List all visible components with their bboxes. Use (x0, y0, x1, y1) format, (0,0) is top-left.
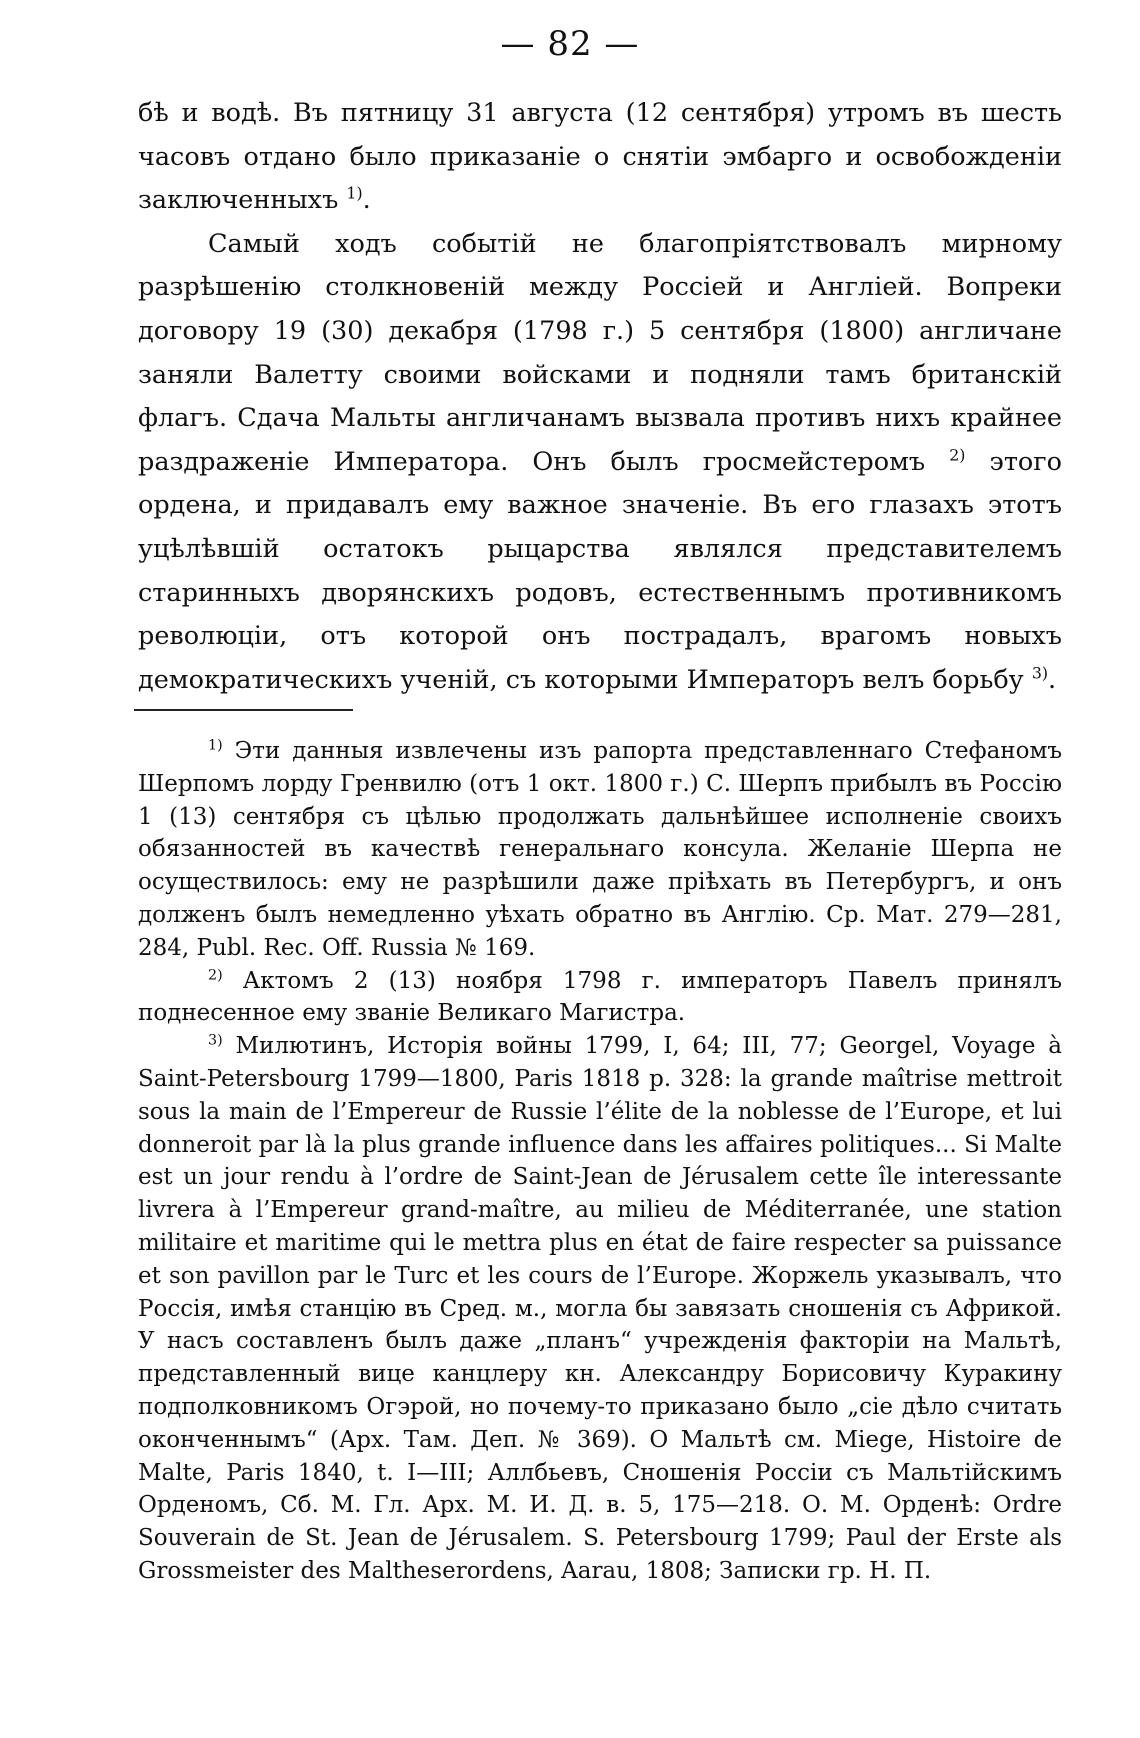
main-paragraph-2 (138, 223, 1062, 703)
main-paragraph-1 (138, 92, 1062, 223)
paragraph-2-text-a: Самый ходъ событій не благопріятствовалъ мирному разрѣшенію столкновеній между Россіей и Англіей. Вопреки договору 19 (30) декабря (1798 г.) 5 сентября (1800) англичане заняли Валетту своими войсками и подняли тамъ британскій флагъ. Сдача Мальты англичанамъ вызвала противъ нихъ крайнее раздраженіе Императора. Онъ былъ гросмейстеромъ (138, 228, 1062, 477)
footnote-2 (138, 965, 1062, 1031)
footnote-marker: 2) (208, 966, 223, 983)
footnote-3 (138, 1030, 1062, 1588)
footnote-text: Актомъ 2 (13) ноября 1798 г. императоръ Павелъ принялъ поднесенное ему званіе Великаго Магистра. (138, 967, 1062, 1027)
footnote-marker: 1) (208, 737, 223, 754)
paragraph-2-end: . (1048, 664, 1057, 695)
footnote-marker: 3) (208, 1032, 223, 1049)
footnotes (138, 735, 1062, 1588)
footnote-ref-1: 1) (346, 183, 363, 203)
footnote-ref-3: 3) (1031, 663, 1049, 683)
footnote-text: Милютинъ, Исторія войны 1799, I, 64; III, 77; Georgel, Voyage à Saint-Petersbourg 1799—1800, Paris 1818 p. 328: la grande maîtrise mettroit sous la main de l’Empereur de Russie l’élite de la noblesse de l’Europe, et lui donneroit par là la plus grande influence dans les affaires politiques... Si Malte est un jour rendu à l’ordre de Saint-Jean de Jérusalem cette île interessante livrera à l’Empereur grand-maître, au milieu de Méditerranée, une station militaire et maritime qui le mettra plus en état de faire respecter sa puissance et son pavillon par le Turc et les cours de l’Europe. Жоржель указывалъ, что Россія, имѣя станцію въ Сред. м., могла бы завязать сношенія съ Африкой. У насъ составленъ былъ даже „планъ“ учрежденія факторіи на Мальтѣ, представленный вице канцлеру кн. Александру Борисовичу Куракину подполковникомъ Огэрой, но почему-то приказано было „сіе дѣло считать оконченнымъ“ (Арх. Там. Деп. № 369). О Мальтѣ см. Miege, Histoire de Malte, Paris 1840, t. I—III; Аллбьевъ, Сношенія Россіи съ Мальтійскимъ Орденомъ, Сб. М. Гл. Арх. М. И. Д. в. 5, 175—218. О. М. Орденѣ: Ordre Souverain de St. Jean de Jérusalem. S. Petersbourg 1799; Paul der Erste als Grossmeister des Maltheserordens, Aarau, 1808; Записки гр. Н. П. (138, 1033, 1063, 1584)
page-number: — 82 — (500, 24, 640, 64)
footnote-text: Эти данныя извлечены изъ рапорта представленнаго Стефаномъ Шерпомъ лорду Гренвилю (отъ 1 окт. 1800 г.) С. Шерпъ прибылъ въ Россію 1 (13) сентября съ цѣлью продолжать дальнѣйшее исполненіе своихъ обязанностей въ качествѣ генеральнаго консула. Желаніе Шерпа не осуществилось: ему не разрѣшили даже пріѣхать въ Петербургъ, и онъ долженъ былъ немедленно уѣхать обратно въ Англію. Ср. Мат. 279—281, 284, Publ. Rec. Off. Russia № 169. (138, 738, 1062, 961)
paragraph-2-text-b: этого ордена, и придавалъ ему важное значеніе. Въ его глазахъ этотъ уцѣлѣвшій остатокъ рыцарства являлся представителемъ старинныхъ дворянскихъ родовъ, естественнымъ противникомъ революціи, отъ которой онъ пострадалъ, врагомъ новыхъ демократическихъ ученій, съ которыми Императоръ велъ борьбу (138, 446, 1063, 695)
paragraph-1-end: . (362, 185, 371, 216)
footnote-divider (134, 709, 353, 711)
footnote-ref-2: 2) (949, 445, 966, 465)
paragraph-1-text: бѣ и водѣ. Въ пятницу 31 августа (12 сентября) утромъ въ шесть часовъ отдано было приказаніе о снятіи эмбарго и освобожденіи заключенныхъ (138, 98, 1062, 216)
main-text (138, 92, 1062, 702)
footnote-1 (138, 735, 1062, 965)
